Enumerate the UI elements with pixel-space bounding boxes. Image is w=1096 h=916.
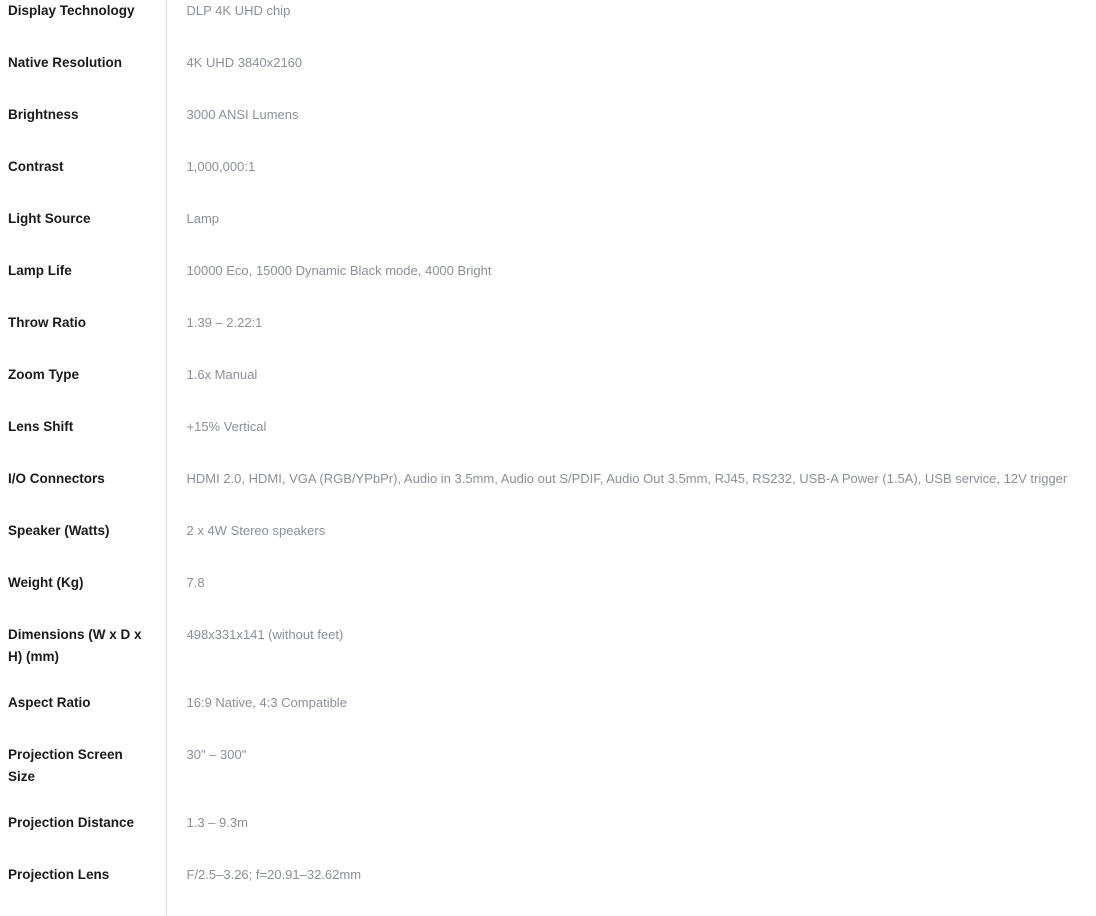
spec-label-cell: Lens Shift — [0, 416, 166, 468]
spec-label-cell: Contrast — [0, 156, 166, 208]
table-row — [0, 364, 1096, 416]
spec-label-cell: Dimensions (W x D x H) (mm) — [0, 624, 166, 692]
table-row — [0, 468, 1096, 520]
spec-value-cell: 30" – 300" — [186, 747, 247, 762]
spec-label-cell: Light Source — [0, 208, 166, 260]
spec-label-cell: Aspect Ratio — [0, 692, 166, 744]
spec-value-cell: 2 x 4W Stereo speakers — [186, 523, 326, 538]
spec-value-cell: 1.3 – 9.3m — [186, 815, 248, 830]
spec-value-cell: 1,000,000:1 — [186, 159, 256, 174]
table-row — [0, 104, 1096, 156]
spec-value-cell: 16:9 Native, 4:3 Compatible — [186, 695, 347, 710]
table-row — [0, 312, 1096, 364]
table-row — [0, 260, 1096, 312]
table-row — [0, 692, 1096, 744]
table-row — [0, 812, 1096, 864]
spec-value-cell: HDMI 2.0, HDMI, VGA (RGB/YPbPr), Audio in 3.5mm, Audio out S/PDIF, Audio Out 3.5mm, RJ45, RS232, USB-A Power (1.5A), USB service, 12V trigger — [186, 471, 1068, 486]
spec-value-cell: +15% Vertical — [186, 419, 267, 434]
spec-label-cell: Throw Ratio — [0, 312, 166, 364]
spec-value-cell: 7.8 — [186, 575, 205, 590]
spec-label-cell: Weight (Kg) — [0, 572, 166, 624]
table-row — [0, 156, 1096, 208]
spec-label-cell: Projection Lens — [0, 864, 166, 916]
table-row — [0, 0, 1096, 52]
spec-value-cell: 10000 Eco, 15000 Dynamic Black mode, 4000 Bright — [186, 263, 492, 278]
spec-label-cell: Projection Distance — [0, 812, 166, 864]
spec-label-cell: Lamp Life — [0, 260, 166, 312]
table-row — [0, 520, 1096, 572]
spec-value-cell: 498x331x141 (without feet) — [186, 627, 344, 642]
spec-value-cell: 1.39 – 2.22:1 — [186, 315, 263, 330]
spec-value-cell: 4K UHD 3840x2160 — [186, 55, 303, 70]
table-row — [0, 624, 1096, 692]
spec-value-cell: Lamp — [186, 211, 220, 226]
spec-label-cell: Speaker (Watts) — [0, 520, 166, 572]
spec-label-cell: Brightness — [0, 104, 166, 156]
table-row — [0, 572, 1096, 624]
spec-value-cell: 1.6x Manual — [186, 367, 258, 382]
spec-value-cell: 3000 ANSI Lumens — [186, 107, 299, 122]
spec-label-cell: Zoom Type — [0, 364, 166, 416]
table-row — [0, 416, 1096, 468]
spec-label-cell: Display Technology — [0, 0, 166, 52]
spec-label-cell: I/O Connectors — [0, 468, 166, 520]
table-row — [0, 52, 1096, 104]
spec-value-cell: DLP 4K UHD chip — [186, 3, 291, 18]
spec-label-cell: Native Resolution — [0, 52, 166, 104]
table-row — [0, 864, 1096, 916]
table-row — [0, 744, 1096, 812]
spec-value-cell: F/2.5–3.26; f=20.91–32.62mm — [186, 867, 362, 882]
spec-label-cell: Projection Screen Size — [0, 744, 166, 812]
table-row — [0, 208, 1096, 260]
